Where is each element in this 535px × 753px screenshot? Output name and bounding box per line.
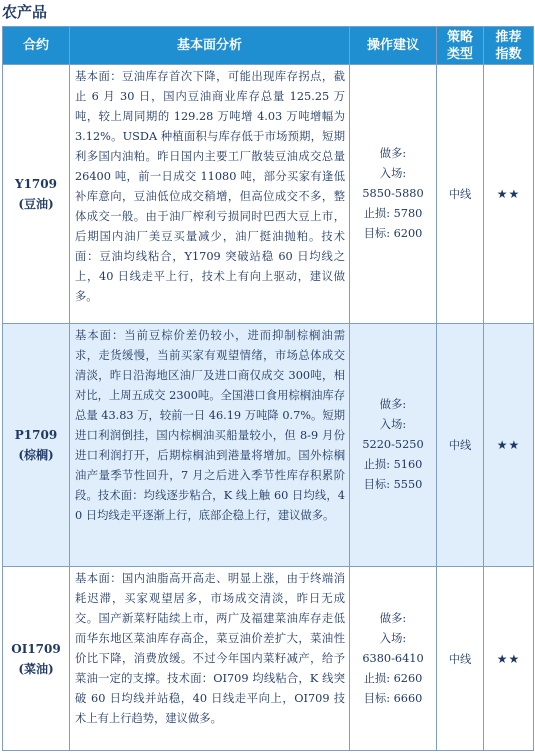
header-strategy-line1: 策略 [446,29,473,45]
strategy-cell: 中线 [437,65,484,324]
contract-code: P1709 [14,428,58,442]
operation-cell [350,324,437,567]
operation-cell [350,65,437,324]
op-target: 目标: 6200 [363,227,423,240]
op-entry-label: 入场: [379,167,407,180]
op-entry-label: 入场: [379,631,407,645]
contract-code: OI1709 [11,641,61,656]
table-row [3,567,534,751]
rating-stars-icon: ★★ [484,65,534,324]
strategy-cell: 中线 [437,567,484,751]
op-entry: 5850-5880 [362,187,424,200]
op-stop: 止损: 5160 [363,458,423,471]
header-operation: 操作建议 [350,27,437,65]
contract-code: Y1709 [15,177,57,191]
op-target: 目标: 5550 [363,478,423,491]
table-row [3,324,534,567]
contract-name: (棕榈) [18,448,54,462]
contract-name: (菜油) [18,661,54,676]
operation-cell [350,567,437,751]
header-strategy-line2: 类型 [446,46,473,62]
contract-name: (豆油) [18,197,54,211]
rating-stars-icon: ★★ [484,324,534,567]
op-entry: 5220-5250 [362,438,424,451]
rating-stars-icon: ★★ [484,567,534,751]
contract-cell [3,324,70,567]
op-direction: 做多: [379,398,407,411]
op-stop: 止损: 6260 [363,671,423,685]
op-target: 目标: 6660 [363,691,423,705]
op-direction: 做多: [379,147,407,160]
op-stop: 止损: 5780 [363,207,423,220]
analysis-cell: 基本面：当前豆棕价差仍较小，进而抑制棕榈油需求，走货缓慢，当前买家有观望情绪，市场总体成交清淡，昨日沿海地区油厂及进口商仅成交 300吨，相对比，上周五成交 2300吨。全国港口食用棕榈油库存总量 43.83 万，较前一日 46.19 万吨降 0.7%。短期进口利润倒挂，国内棕榈油买船量较小，但 8-9 月份进口利润打开，后期棕榈油到港量将增加。国外棕榈油产量季节性回升，7 月之后进入季节性库存积累阶段。技术面：均线逐步粘合，K 线上触 60 日均线，40 日均线走平逐渐上行，底部企稳上行，建议做多。 [70,324,350,567]
contract-cell [3,567,70,751]
header-analysis: 基本面分析 [70,27,350,65]
header-contract: 合约 [3,27,70,65]
contract-cell [3,65,70,324]
op-entry: 6380-6410 [362,651,424,665]
table-header-row [3,27,534,65]
analysis-cell: 基本面：国内油脂高开高走、明显上涨，由于终端消耗迟滞，买家观望居多，市场成交清淡，昨日无成交。国产新菜籽陆续上市，两广及福建菜油库存走低而华东地区菜油库存高企，菜豆油价差扩大，菜油性价比下降，消费放缓。不过今年国内菜籽减产，给予菜油一定的支撑。技术面：OI709 均线粘合，K 线突破 60 日均线并站稳，40 日线走平向上，OI709 技术上有上行趋势，建议做多。 [70,567,350,751]
header-strategy [437,27,484,65]
header-rating-line1: 推荐 [495,29,522,45]
analysis-cell: 基本面：豆油库存首次下降，可能出现库存拐点，截止 6 月 30 日，国内豆油商业库存总量 125.25 万吨，较上周同期的 129.28 万吨增 4.03 万吨增幅为 3.12%。USDA 种植面积与库存低于市场预期，短期利多国内油粕。昨日国内主要工厂散装豆油成交总量 26400 吨，前一日成交 11080 吨，部分买家有逢低补库意向，豆油低位成交稍增，但高位成交不多，整体成交一般。由于油厂榨利亏损同时巴西大豆上市，后期国内油厂美豆买量减少，油厂挺油抛粕。技术面：豆油均线粘合，Y1709 突破站稳 60 日均线之上，40 日线走平上行，技术上有向上驱动，建议做多。 [70,65,350,324]
op-direction: 做多: [379,611,407,625]
strategy-cell: 中线 [437,324,484,567]
header-rating [484,27,534,65]
table-row [3,65,534,324]
header-rating-line2: 指数 [495,46,522,62]
op-entry-label: 入场: [379,418,407,431]
futures-table [2,26,534,751]
section-title: 农产品 [2,3,48,21]
